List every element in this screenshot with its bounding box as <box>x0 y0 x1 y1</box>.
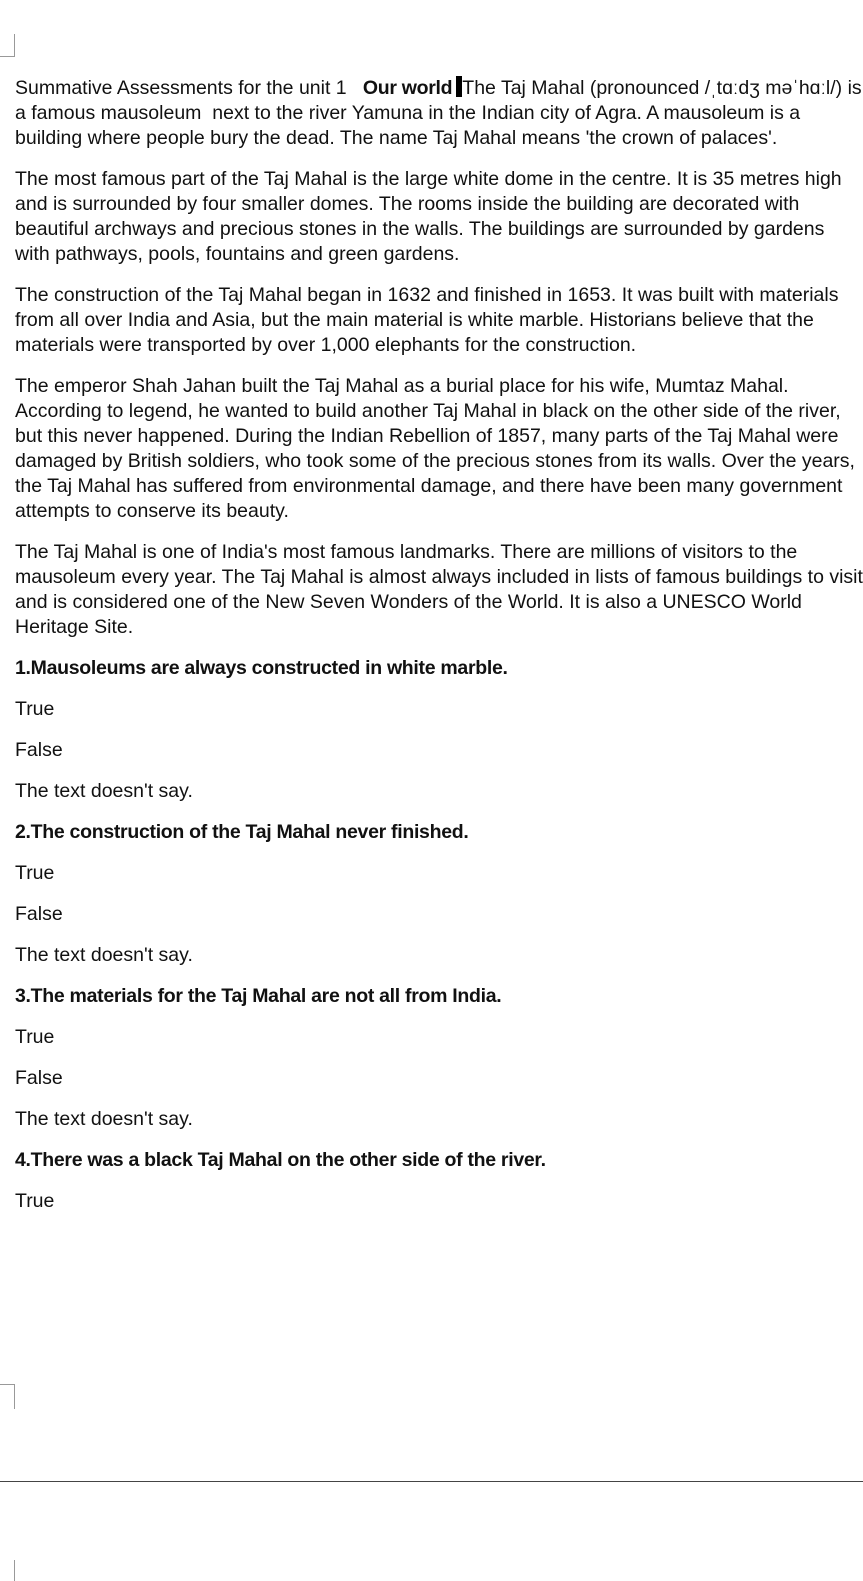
page-corner-mark <box>0 34 15 57</box>
answer-option-true[interactable]: True <box>15 1026 55 1048</box>
question-block <box>15 1148 863 1214</box>
unit-title: Our world <box>362 77 453 99</box>
paragraph: The emperor Shah Jahan built the Taj Mahal as a burial place for his wife, Mumtaz Mahal. According to legend, he wanted to build another Taj Mahal in black on the other side of the river, but this never happened. During the Indian Rebellion of 1857, many parts of the Taj Mahal were damaged by British soldiers, who took some of the precious stones from its walls. Over the years, the Taj Mahal has suffered from environmental damage, and there have been many government attempts to conserve its beauty. <box>15 375 855 522</box>
paragraph: The Taj Mahal is one of India's most famous landmarks. There are millions of visitors to the mausoleum every year. The Taj Mahal is almost always included in lists of famous buildings to visit and is considered one of the New Seven Wonders of the World. It is also a UNESCO World Heritage Site. <box>15 541 863 638</box>
page-corner-mark <box>14 1560 15 1581</box>
assessment-title: Summative Assessments for the unit 1 <box>15 77 363 99</box>
question-block <box>15 656 863 804</box>
document-body[interactable] <box>15 76 863 1230</box>
intro-text: The Taj Mahal (pronounced /ˌtɑːdʒ məˈhɑːl/) is a famous mausoleum next to the river Yamuna in the Indian city of Agra. A mausoleum is a building where people bury the dead. The name Taj Mahal means 'the crown of palaces'. <box>15 77 862 149</box>
question-block <box>15 984 863 1132</box>
question-text: 2.The construction of the Taj Mahal never finished. <box>15 821 469 843</box>
question-block <box>15 820 863 968</box>
question-text: 1.Mausoleums are always constructed in white marble. <box>15 657 508 679</box>
answer-option-true[interactable]: True <box>15 698 55 720</box>
question-text: 3.The materials for the Taj Mahal are not all from India. <box>15 985 502 1007</box>
page-separator <box>0 1481 863 1482</box>
question-text: 4.There was a black Taj Mahal on the other side of the river. <box>15 1149 546 1171</box>
answer-option-false[interactable]: False <box>15 1067 63 1089</box>
paragraph: The construction of the Taj Mahal began in 1632 and finished in 1653. It was built with materials from all over India and Asia, but the main material is white marble. Historians believe that the materials were transported by over 1,000 elephants for the construction. <box>15 284 839 356</box>
answer-option-true[interactable]: True <box>15 1190 55 1212</box>
answer-option-false[interactable]: False <box>15 903 63 925</box>
page-corner-mark <box>0 1384 15 1409</box>
answer-option-not-said[interactable]: The text doesn't say. <box>15 780 193 802</box>
answer-option-not-said[interactable]: The text doesn't say. <box>15 944 193 966</box>
answer-option-true[interactable]: True <box>15 862 55 884</box>
intro-paragraph[interactable] <box>15 76 863 151</box>
paragraph: The most famous part of the Taj Mahal is the large white dome in the centre. It is 35 metres high and is surrounded by four smaller domes. The rooms inside the building are decorated with beautiful archways and precious stones in the walls. The buildings are surrounded by gardens with pathways, pools, fountains and green gardens. <box>15 168 842 265</box>
answer-option-false[interactable]: False <box>15 739 63 761</box>
answer-option-not-said[interactable]: The text doesn't say. <box>15 1108 193 1130</box>
